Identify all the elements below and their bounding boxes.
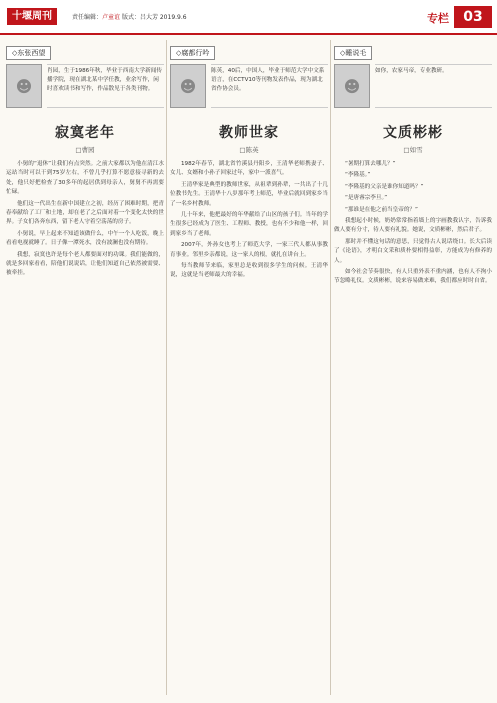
newspaper-brand: 十堰周刊 xyxy=(7,8,57,25)
editor-label: 责任编辑： xyxy=(72,14,103,21)
article-title: 文质彬彬 xyxy=(383,125,443,141)
masthead xyxy=(0,0,497,35)
paragraph: 我想，寂寞也许是每个老人都要面对的功课。我们能做的，就是多回家看看，陪他们说说话，让他们知道自己依然被需要、被牵挂。 xyxy=(6,251,164,277)
author-bio: 陈英，40后，中国人，毕业于师范大学中文系语言，在CCTV10等刊物发表作品，现为湖北省作协会员。 xyxy=(211,64,328,108)
paragraph: “李隆基。” xyxy=(345,172,371,179)
paragraph: 几十年来，他把最好的年华献给了山区的孩子们。当年的学生很多已经成为了医生、工程师、教授，也有不少和他一样，回到家乡当了老师。 xyxy=(170,212,328,237)
paragraph: 小舅说，早上起来不知道该做什么，中午一个人吃饭，晚上看看电视就睡了。日子像一潭死水，没有波澜也没有期待。 xyxy=(6,230,164,247)
author-bio: 肖园，生于1986年秋，毕业于西南大学新闻传播学院，现在湖北某中学任教，业余写作，闲时喜欢读书和写作，作品散见于各类刊物。 xyxy=(47,64,164,108)
author-photo: ☻ xyxy=(6,64,42,108)
section-label: 专栏 xyxy=(427,12,449,25)
paragraph: 如今社会节奏很快，有人只重外表不重内涵，也有人不拘小节忽略礼仪。文质彬彬，说来容易做来难，我们都应时时自省。 xyxy=(334,269,492,285)
page-number: 03 xyxy=(454,6,492,28)
column-article-3 xyxy=(334,40,492,289)
paragraph: 每当教师节来临，家里总是收到很多学生的问候。王清华说，这就是当老师最大的幸福。 xyxy=(170,263,328,279)
editor-name: 卢童谊 xyxy=(102,14,121,21)
author-photo: ☻ xyxy=(170,64,206,108)
column-divider xyxy=(330,40,331,695)
paragraph: 2007年，外孙女也考上了师范大学，一家三代人都从事教育事业。邻里乡亲都说，这一家人的根，就扎在讲台上。 xyxy=(170,242,328,258)
paragraph: “是唐睿宗李旦。” xyxy=(345,195,388,202)
paragraph: 那时并不懂这句话的意思，只觉得古人说话绕口。长大后读了《论语》，才明白文采和质朴要相得益彰，方能成为有修养的人。 xyxy=(334,238,492,264)
layout-info: 版式：吕大芳 2019.9.6 xyxy=(121,14,187,21)
column-article-2 xyxy=(170,40,328,283)
article-body xyxy=(170,160,328,281)
paragraph: “那谁是在他之前当皇帝的？” xyxy=(345,206,418,213)
author-box xyxy=(334,64,492,108)
column-tag: ◇东张西望 xyxy=(6,46,51,60)
paragraph: 我想起小时候，奶奶常常指着墙上的字画教我认字，告诉我做人要有分寸，待人要有礼貌。她说，文质彬彬，然后君子。 xyxy=(334,218,492,234)
paragraph: 王清华家是典型的教师世家，从祖辈到孙辈，一共出了十几位教书先生。王清华十八岁那年考上师范，毕业后就回到家乡当了一名乡村教师。 xyxy=(170,181,328,207)
author-photo: ☻ xyxy=(334,64,370,108)
article-body xyxy=(6,160,164,279)
column-divider xyxy=(166,40,167,695)
editorial-meta xyxy=(72,12,187,21)
author-box xyxy=(170,64,328,108)
column-tag: ◇腐都行吟 xyxy=(170,46,215,60)
column-article-1 xyxy=(6,40,164,281)
paragraph: 小舅的“退休”让我们有点突然。之前大家都以为他在清江水运站当时可以干到75岁左右，不曾几乎打算不愿意接寻新的去处，他只好把检查了30多年的起居供到母亲人，舅舅不再需要忙碌。 xyxy=(6,161,164,196)
article-byline: □如雪 xyxy=(403,146,423,154)
article-byline: □陈英 xyxy=(239,146,259,154)
paragraph: “暑期打算去哪儿？” xyxy=(345,161,396,167)
article-body xyxy=(334,160,492,287)
paragraph: “李隆基的父亲是谁你知道吗？” xyxy=(345,183,424,190)
article-byline: □曹园 xyxy=(75,146,95,154)
article-title: 教师世家 xyxy=(219,125,279,141)
column-tag: ◇睡说毛 xyxy=(334,46,372,60)
paragraph: 1982年春节，湖北省竹溪县丹阳乡，王清华老师携妻子、女儿、女婿和小孙子回家过年，家中一派喜气。 xyxy=(170,161,328,177)
article-title: 寂寞老年 xyxy=(55,125,115,141)
author-bio: 如你，农家马帝，专业教研。 xyxy=(375,64,492,108)
author-box xyxy=(6,64,164,108)
paragraph: 他们这一代出生在新中国建立之初，经历了困难时期，把青春奉献给了工厂和土地，却在老了之后面对着一个变化太快的世界。子女们各奔东西，留下老人守着空荡荡的房子。 xyxy=(6,200,164,226)
